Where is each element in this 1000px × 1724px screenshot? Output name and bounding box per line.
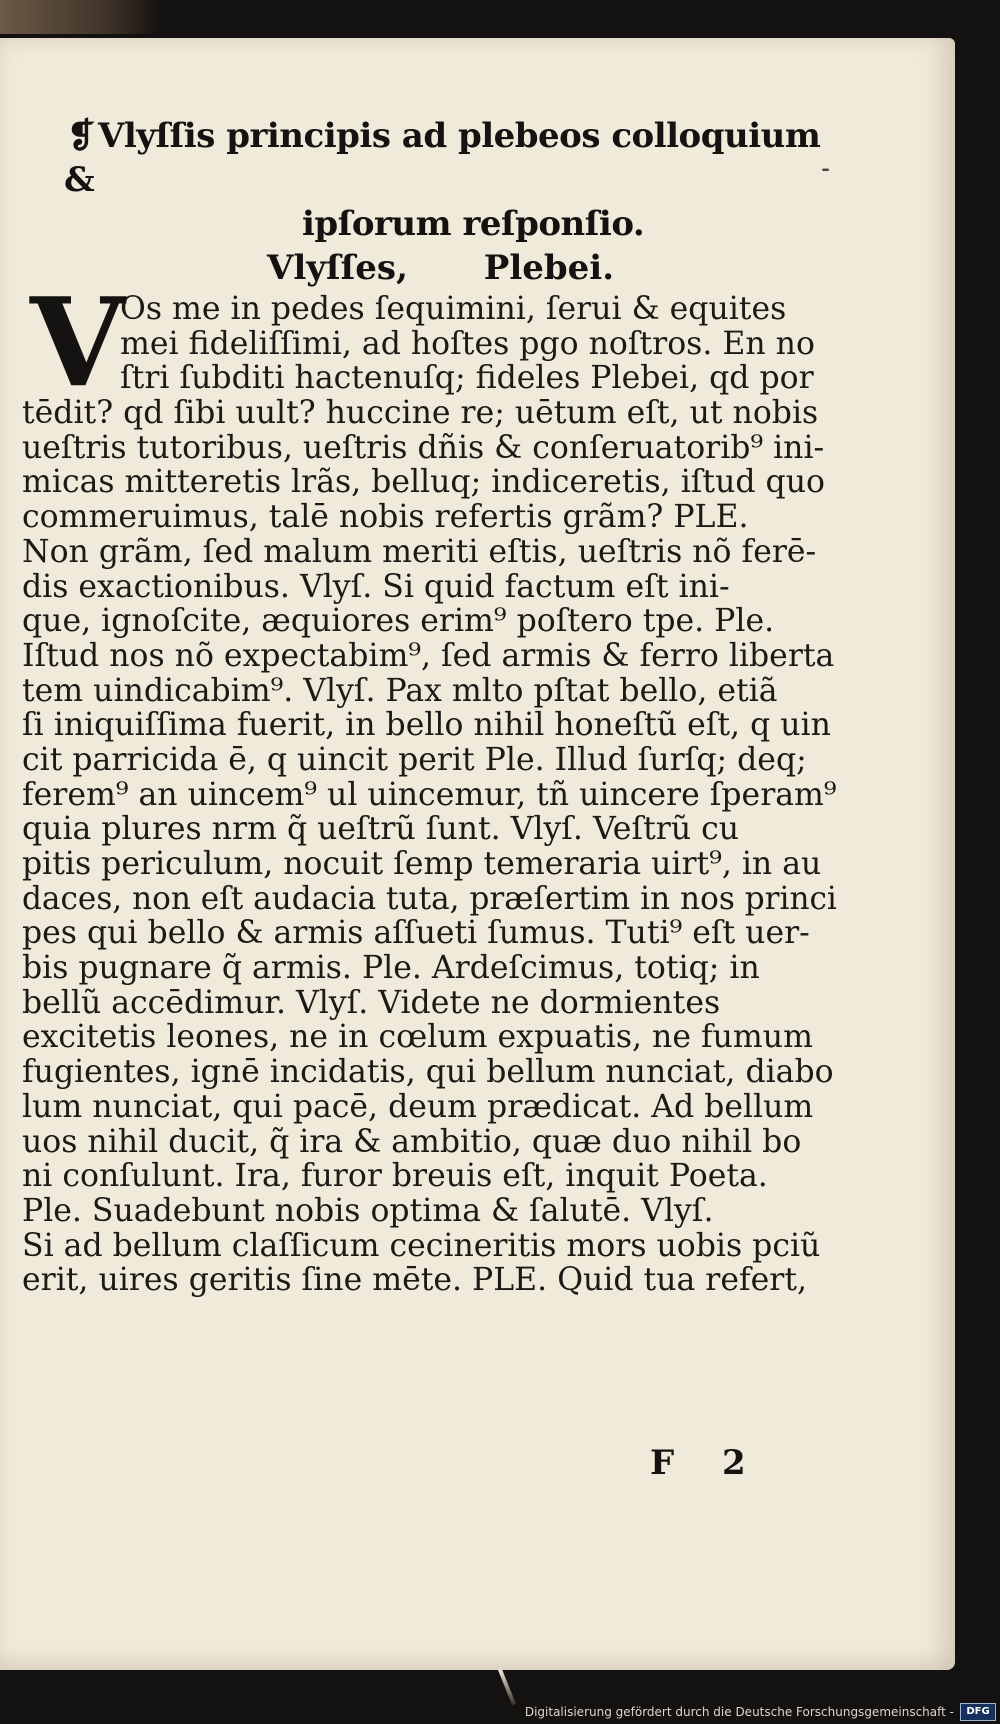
body-line: commeruimus, talē nobis refertis grãm? PLE. [22,499,749,536]
body-line: Non grãm, ſed malum meriti eſtis, ueſtris nõ ferē- [22,533,817,570]
body-line: ueſtris tutoribus, ueſtris dñis & conſeruatorib⁹ ini- [22,429,825,466]
body-line: uos nihil ducit, q̃ ira & ambitio, quæ duo nihil bo [22,1123,802,1160]
body-line: cit parricida ē, q uincit perit Ple. Illud ſurſq; deq; [22,741,807,778]
dfg-logo: DFG [960,1703,996,1721]
signature-mark: F 2 [650,1443,764,1483]
heading-line-2: ipſorum reſponſio. [302,204,645,244]
body-line: erit, uires geritis ſine mēte. PLE. Quid tua refert, [22,1262,808,1299]
body-line: ferem⁹ an uincem⁹ ul uincemur, tñ uincere ſperam⁹ [22,776,837,813]
page-crease [498,1669,516,1706]
body-line: Ple. Suadebunt nobis optima & ſalutē. Vlyſ. [22,1192,714,1229]
body-line: pitis periculum, nocuit ſemp temeraria uirt⁹, in au [22,846,822,882]
footer-credit [525,1702,996,1722]
body-line: dis exactionibus. Vlyſ. Si quid factum eſt ini- [22,568,730,605]
body-line: quia plures nrm q̃ ueſtrũ ſunt. Vlyſ. Veſtrũ cu [22,811,740,848]
body-line: ſi iniquiſſima fuerit, in bello nihil honeſtũ eſt, q uin [22,707,831,744]
body-line: daces, non eſt audacia tuta, præſertim in nos princi [22,880,837,917]
footer-text: Digitalisierung gefördert durch die Deutsche Forschungsgemeinschaft - [524,1705,954,1719]
heading-line-1-text: Vlyſſis principis ad plebeos colloquium & [64,116,821,200]
body-line: micas mitteretis lrãs, belluq; indiceretis, iſtud quo [22,464,825,501]
body-line: pes qui bello & armis aſſueti ſumus. Tuti⁹ eſt uer- [22,915,810,952]
book-page [0,38,955,1670]
speaker-names [22,246,837,290]
speaker-right: Plebei. [483,248,615,288]
body-line: fugientes, ignē incidatis, qui bellum nunciat, diabo [22,1054,834,1091]
body-line: lum nunciat, qui pacē, deum prædicat. Ad bellum [22,1088,814,1125]
body-line: Si ad bellum claſſicum cecineritis mors uobis pciũ [22,1227,821,1264]
text-block [22,114,837,1298]
pilcrow-icon: ❡ [67,116,95,156]
body-line: Iſtud nos nõ expectabim⁹, ſed armis & ferro liberta [22,637,835,674]
scan-edge [0,0,160,34]
body-line: bis pugnare q̃ armis. Ple. Ardeſcimus, totiq; in [22,950,760,987]
body-line: Os me in pedes ſequimini, ſerui & equites [120,291,787,327]
body-line: bellũ accēdimur. Vlyſ. Videte ne dormientes [22,984,721,1021]
body-line: tem uindicabim⁹. Vlyſ. Pax mlto pſtat bello, etiã [22,672,778,709]
body-line: que, ignoſcite, æquiores erim⁹ poſtero tpe. Ple. [22,603,775,640]
body-line: mei fideliſſimi, ad hoſtes pgo noſtros. En no [120,325,815,362]
speaker-left: Vlyſſes, [267,248,408,288]
body-line: excitetis leones, ne in cœlum expuatis, ne fumum [22,1019,813,1056]
body-line: tēdit? qd ſibi uult? huccine re; uētum eſt, ut nobis [22,395,819,432]
body-line: ſtri ſubditi hactenuſq; fideles Plebei, qd por [120,360,814,397]
heading-line-1 [22,114,837,202]
drop-cap: V [30,270,125,414]
body-text [22,270,837,1299]
margin-mark-icon: ⁃ [820,159,831,184]
body-line: ni conſulunt. Ira, furor breuis eſt, inquit Poeta. [22,1158,768,1195]
section-heading [22,114,837,246]
